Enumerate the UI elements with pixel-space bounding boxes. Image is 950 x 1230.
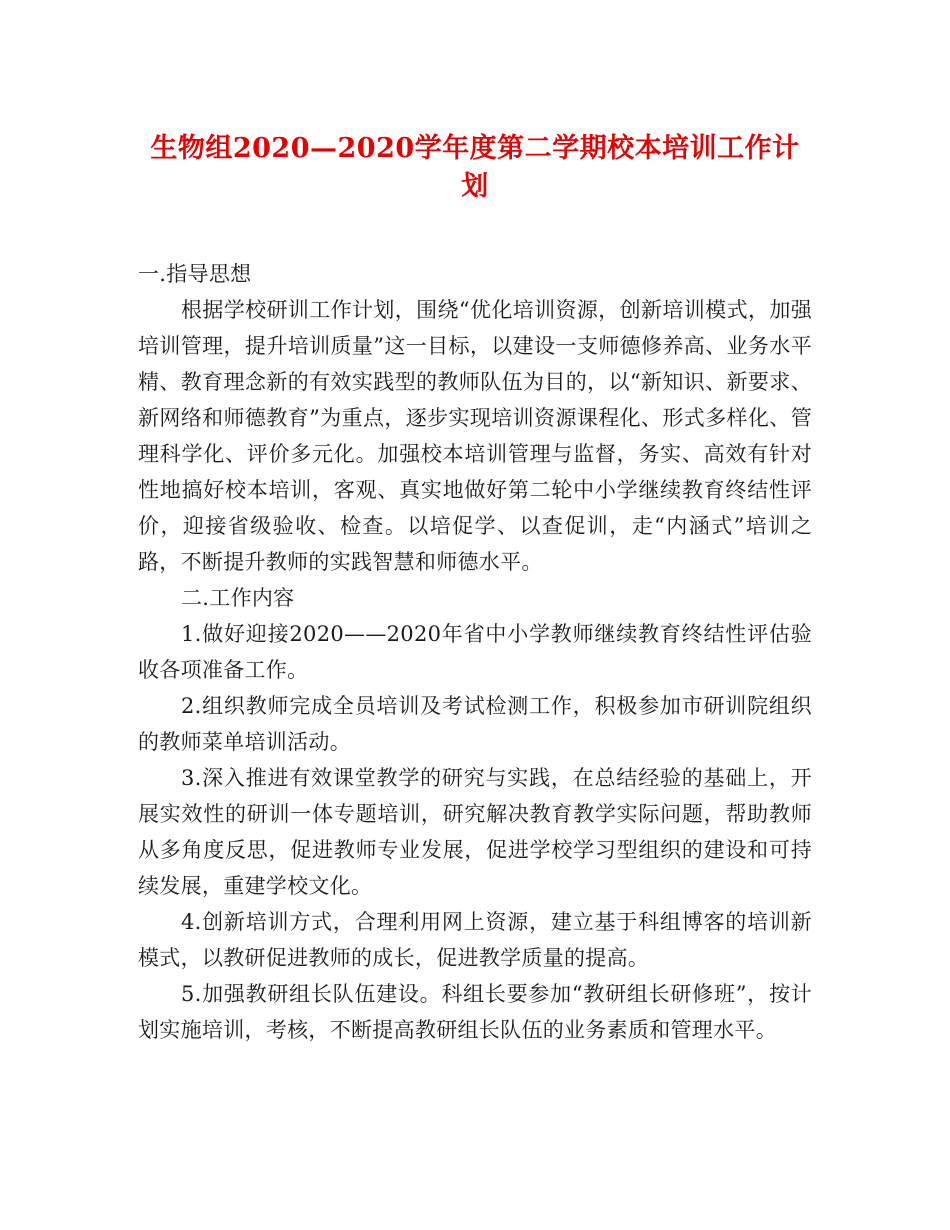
work-item: 2.组织教师完成全员培训及考试检测工作，积极参加市研训院组织的教师菜单培训活动。: [138, 694, 812, 754]
work-item: 5.加强教研组长队伍建设。科组长要参加“教研组长研修班”，按计划实施培训，考核，不断提高教研组长队伍的业务素质和管理水平。: [138, 982, 812, 1042]
section-heading-guiding-thought: 一.指导思想: [138, 262, 252, 286]
guiding-thought-paragraph: 根据学校研训工作计划，围绕“优化培训资源，创新培训模式，加强培训管理，提升培训质量”这一目标，以建设一支师德修养高、业务水平精、教育理念新的有效实践型的教师队伍为目的，以“新知识、新要求、新网络和师德教育”为重点，逐步实现培训资源课程化、形式多样化、管理科学化、评价多元化。加强校本培训管理与监督，务实、高效有针对性地搞好校本培训，客观、真实地做好第二轮中小学继续教育终结性评价，迎接省级验收、检查。以培促学、以查促训，走“内涵式”培训之路，不断提升教师的实践智慧和师德水平。: [138, 298, 812, 574]
work-item: 4.创新培训方式，合理利用网上资源，建立基于科组博客的培训新模式，以教研促进教师的成长，促进教学质量的提高。: [138, 910, 812, 970]
document-title: 生物组2020—2020学年度第二学期校本培训工作计划: [150, 133, 800, 202]
work-item: 1.做好迎接2020——2020年省中小学教师继续教育终结性评估验收各项准备工作。: [138, 622, 812, 682]
work-item: 3.深入推进有效课堂教学的研究与实践，在总结经验的基础上，开展实效性的研训一体专题培训，研究解决教育教学实际问题，帮助教师从多角度反思，促进教师专业发展，促进学校学习型组织的建设和可持续发展，重建学校文化。: [138, 766, 812, 898]
section-heading-work-content: 二.工作内容: [181, 586, 295, 610]
